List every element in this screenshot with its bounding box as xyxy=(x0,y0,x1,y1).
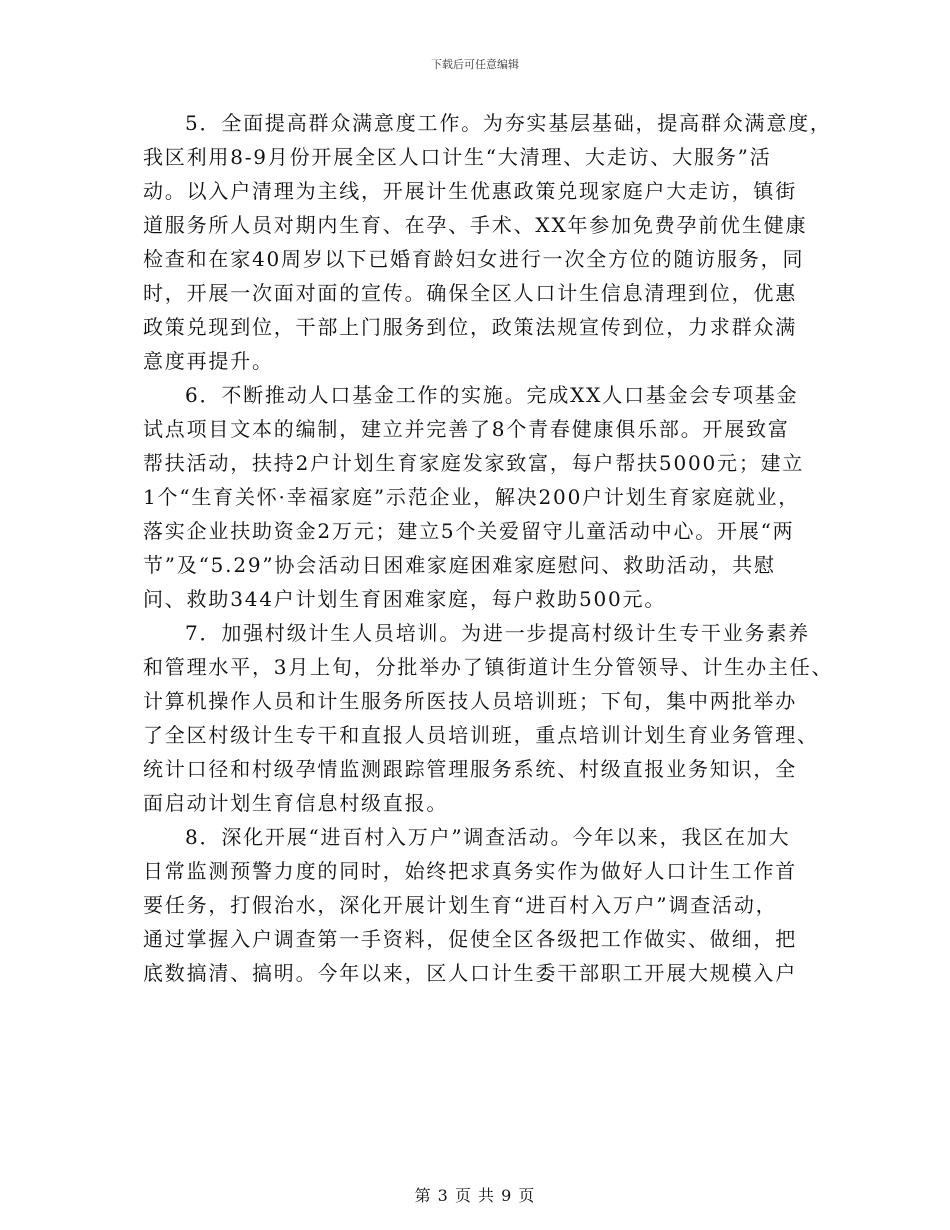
text-line: 计算机操作人员和计生服务所医技人员培训班；下旬，集中两批举办 xyxy=(143,689,797,713)
text-line: 8．深化开展“进百村入万户”调查活动。今年以来，我区在加大 xyxy=(185,825,791,849)
text-line: 检查和在家40周岁以下已婚育龄妇女进行一次全方位的随访服务，同 xyxy=(143,247,805,271)
text-line: 和管理水平，3月上旬，分批举办了镇街道计生分管领导、计生办主任、 xyxy=(143,655,834,679)
text-line: 试点项目文本的编制，建立并完善了8个青春健康俱乐部。开展致富 xyxy=(143,417,790,441)
text-line: 时，开展一次面对面的宣传。确保全区人口计生信息清理到位，优惠 xyxy=(143,281,797,305)
paragraph-8 xyxy=(143,820,815,990)
text-line: 5．全面提高群众满意度工作。为夯实基层基础，提高群众满意度， xyxy=(185,111,832,135)
text-line: 问、救助344户计划生育困难家庭，每户救助500元。 xyxy=(143,587,667,611)
page-footer: 第 3 页 共 9 页 xyxy=(414,1186,536,1205)
text-line: 底数搞清、搞明。今年以来，区人口计生委干部职工开展大规模入户 xyxy=(143,961,797,985)
text-line: 面启动计划生育信息村级直报。 xyxy=(143,791,449,815)
text-line: 通过掌握入户调查第一手资料，促使全区各级把工作做实、做细，把 xyxy=(143,927,797,951)
text-line: 政策兑现到位，干部上门服务到位，政策法规宣传到位，力求群众满 xyxy=(143,315,797,339)
text-line: 日常监测预警力度的同时，始终把求真务实作为做好人口计生工作首 xyxy=(143,859,797,883)
text-line: 6．不断推动人口基金工作的实施。完成XX人口基金会专项基金 xyxy=(185,383,799,407)
text-line: 统计口径和村级孕情监测跟踪管理服务系统、村级直报业务知识，全 xyxy=(143,757,797,781)
document-body xyxy=(143,106,834,990)
text-line: 了全区村级计生专干和直报人员培训班，重点培训计划生育业务管理、 xyxy=(143,723,819,747)
text-line: 要任务，打假治水，深化开展计划生育“进百村入万户”调查活动， xyxy=(143,893,778,917)
text-line: 落实企业扶助资金2万元；建立5个关爱留守儿童活动中心。开展“两 xyxy=(143,519,795,543)
paragraph-6 xyxy=(143,378,815,616)
text-line: 动。以入户清理为主线，开展计生优惠政策兑现家庭户大走访，镇街 xyxy=(143,179,797,203)
text-line: 意度再提升。 xyxy=(143,349,274,373)
text-line: 7．加强村级计生人员培训。为进一步提高村级计生专干业务素养 xyxy=(185,621,810,645)
text-line: 我区利用8-9月份开展全区人口计生“大清理、大走访、大服务”活 xyxy=(143,145,772,169)
text-line: 节”及“5.29”协会活动日困难家庭困难家庭慰问、救助活动，共慰 xyxy=(143,553,776,577)
text-line: 道服务所人员对期内生育、在孕、手术、XX年参加免费孕前优生健康 xyxy=(143,213,808,237)
paragraph-5 xyxy=(143,106,832,378)
text-line: 1个“生育关怀·幸福家庭”示范企业，解决200户计划生育家庭就业， xyxy=(143,485,801,509)
paragraph-7 xyxy=(143,616,834,820)
page-header: 下载后可任意编辑 xyxy=(431,58,519,71)
text-line: 帮扶活动，扶持2户计划生育家庭发家致富，每户帮扶5000元；建立 xyxy=(143,451,805,475)
